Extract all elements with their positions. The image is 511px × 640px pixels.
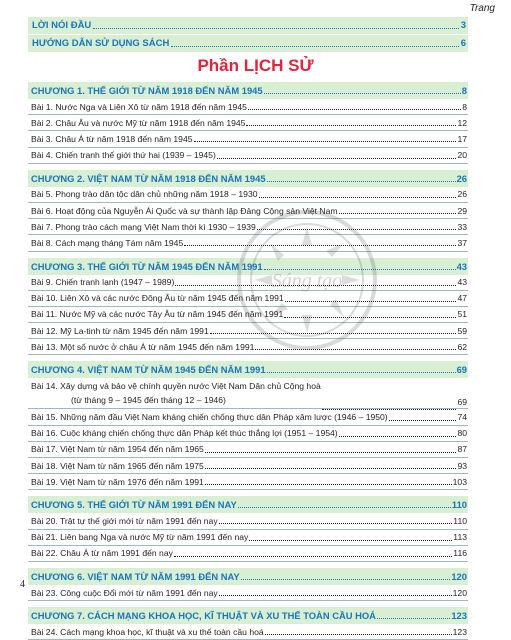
chapter-page: 43 — [456, 260, 467, 272]
lesson-title: Bài 13. Một số nước ở châu Á từ năm 1945 đến năm 1991 — [31, 341, 255, 352]
leader-dots — [210, 333, 457, 334]
lesson-page: 51 — [457, 309, 467, 320]
leader-dots — [339, 436, 457, 437]
leader-dots — [219, 523, 453, 524]
chapter-title: CHƯƠNG 7. CÁCH MẠNG KHOA HỌC, KĨ THUẬT VÀ XU THẾ TOÀN CẦU HOÁ — [31, 610, 376, 622]
toc-chapter[interactable] — [28, 607, 468, 624]
chapter-title: CHƯƠNG 1. THẾ GIỚI TỪ NĂM 1918 ĐẾN NĂM 1945 — [31, 85, 263, 96]
front-matter-page: 3 — [460, 20, 466, 31]
lesson-page: 8 — [462, 101, 467, 112]
chapter-page: 26 — [456, 172, 467, 184]
leader-dots — [174, 556, 452, 557]
toc-chapter[interactable] — [28, 258, 468, 275]
lesson-page: 33 — [457, 221, 467, 232]
lesson-page: 80 — [457, 428, 467, 439]
front-matter-label: LỜI NÓI ĐẦU — [32, 20, 92, 31]
chapter-title: CHƯƠNG 5. THẾ GIỚI TỪ NĂM 1991 ĐẾN NAY — [31, 499, 237, 511]
leader-dots — [285, 301, 457, 302]
lesson-title: Bài 18. Việt Nam từ năm 1965 đến năm 1975 — [31, 460, 204, 471]
leader-dots — [194, 141, 457, 142]
lesson-page: 110 — [453, 515, 467, 526]
toc-chapter[interactable] — [28, 170, 468, 187]
toc-lesson[interactable] — [28, 339, 468, 355]
trang-label: Trang — [469, 3, 495, 14]
toc-lesson[interactable] — [28, 275, 468, 291]
lesson-page: 62 — [457, 341, 467, 352]
leader-dots — [284, 317, 456, 318]
lesson-page: 12 — [457, 117, 467, 128]
leader-dots — [267, 372, 456, 373]
table-of-contents — [28, 82, 468, 640]
leader-dots — [217, 158, 457, 159]
leader-dots — [205, 484, 452, 485]
toc-lesson[interactable] — [28, 442, 468, 458]
leader-dots — [241, 579, 451, 580]
toc-lesson[interactable] — [28, 426, 468, 442]
lesson-title — [28, 379, 321, 407]
chapter-page: 120 — [451, 570, 467, 582]
leader-dots — [93, 28, 458, 29]
toc-lesson[interactable] — [28, 513, 468, 529]
front-matter-page: 6 — [460, 38, 466, 49]
toc-chapter[interactable] — [28, 82, 468, 99]
leader-dots — [205, 452, 457, 453]
toc-lesson[interactable] — [28, 203, 468, 219]
leader-dots — [249, 540, 452, 541]
lesson-title-line2: (từ tháng 9 – 1945 đến tháng 12 – 1946) — [71, 395, 226, 406]
lesson-title: Bài 8. Cách mạng tháng Tám năm 1945 — [31, 237, 184, 248]
lesson-page: 87 — [457, 444, 467, 455]
toc-lesson[interactable] — [28, 187, 468, 203]
toc-lesson[interactable] — [28, 307, 468, 323]
leader-dots — [389, 420, 457, 421]
lesson-title: Bài 19. Việt Nam từ năm 1976 đến năm 1991 — [31, 476, 204, 487]
page-number: 4 — [20, 579, 25, 590]
lesson-title: Bài 9. Chiến tranh lạnh (1947 – 1989) — [31, 277, 175, 288]
chapter-title: CHƯƠNG 4. VIỆT NAM TỪ NĂM 1945 ĐẾN NĂM 1991 — [31, 364, 266, 376]
toc-lesson[interactable] — [28, 131, 468, 147]
front-matter-label: HƯỚNG DẪN SỬ DỤNG SÁCH — [32, 38, 170, 49]
lesson-page: 17 — [457, 133, 467, 144]
lesson-title: Bài 3. Châu Á từ năm 1918 đến năm 1945 — [31, 133, 193, 144]
lesson-page: 29 — [457, 205, 467, 216]
lesson-title: Bài 21. Liên bang Nga và nước Mỹ từ năm 1991 đến nay — [31, 532, 249, 543]
leader-dots — [264, 269, 456, 270]
chapter-title: CHƯƠNG 2. VIỆT NAM TỪ NĂM 1918 ĐẾN NĂM 1945 — [31, 172, 266, 184]
toc-lesson[interactable] — [28, 219, 468, 235]
lesson-title-line1: Bài 14. Xây dựng và bảo vệ chính quyền nước Việt Nam Dân chủ Cộng hoà — [31, 381, 321, 392]
leader-dots — [248, 109, 461, 110]
lesson-page: 93 — [457, 460, 467, 471]
lesson-page: 26 — [457, 189, 467, 200]
lesson-title: Bài 17. Việt Nam từ năm 1954 đến năm 1965 — [31, 444, 204, 455]
chapter-page: 69 — [456, 364, 467, 376]
leader-dots — [267, 181, 456, 182]
lesson-page: 20 — [457, 150, 467, 161]
lesson-title: Bài 22. Châu Á từ năm 1991 đến nay — [31, 548, 173, 559]
lesson-title: Bài 11. Nước Mỹ và các nước Tây Âu từ năm 1945 đến năm 1991 — [31, 309, 284, 320]
leader-dots — [238, 507, 451, 508]
lesson-page: 113 — [453, 532, 467, 543]
front-matter-preface[interactable] — [28, 17, 468, 34]
leader-dots — [205, 468, 457, 469]
toc-lesson[interactable] — [28, 585, 468, 601]
lesson-title: Bài 15. Những năm đầu Việt Nam kháng chiến chống thực dân Pháp xâm lược (1946 – 1950) — [31, 412, 388, 423]
leader-dots — [246, 125, 456, 126]
leader-dots — [259, 197, 457, 198]
toc-lesson[interactable] — [28, 148, 468, 164]
toc-lesson[interactable] — [28, 99, 468, 115]
leader-dots — [184, 245, 456, 246]
leader-dots — [377, 618, 450, 619]
leader-dots — [219, 595, 452, 596]
lesson-page: 59 — [457, 325, 467, 336]
toc-lesson[interactable] — [28, 546, 468, 562]
leader-dots — [339, 213, 457, 214]
lesson-title: Bài 4. Chiến tranh thế giới thứ hai (1939 – 1945) — [31, 150, 216, 161]
lesson-page: 103 — [452, 476, 467, 487]
watermark-text: Sáng tạo — [271, 270, 343, 292]
toc-chapter[interactable] — [28, 361, 468, 378]
lesson-title: Bài 16. Cuộc kháng chiến chống thực dân Pháp kết thúc thắng lợi (1951 – 1954) — [31, 428, 338, 439]
chapter-title: CHƯƠNG 3. THẾ GIỚI TỪ NĂM 1945 ĐẾN NĂM 1991 — [31, 260, 263, 272]
chapter-title: CHƯƠNG 6. VIỆT NAM TỪ NĂM 1991 ĐẾN NAY — [31, 570, 240, 582]
front-matter-guide[interactable] — [28, 35, 468, 52]
lesson-page: 74 — [457, 412, 467, 423]
lesson-page: 120 — [452, 587, 467, 598]
lesson-title: Bài 20. Trật tự thế giới mới từ năm 1991 đến nay — [31, 515, 218, 526]
toc-chapter[interactable] — [28, 568, 468, 585]
leader-dots — [264, 93, 461, 94]
toc-lesson[interactable] — [28, 530, 468, 546]
toc-lesson[interactable] — [28, 458, 468, 474]
chapter-page: 8 — [461, 85, 467, 96]
lesson-title: Bài 10. Liên Xô và các nước Đông Âu từ năm 1945 đến năm 1991 — [31, 293, 284, 304]
lesson-page: 69 — [457, 397, 467, 408]
lesson-page: 116 — [453, 548, 467, 559]
toc-lesson[interactable] — [28, 474, 468, 490]
leader-dots — [171, 46, 458, 47]
lesson-title: Bài 1. Nước Nga và Liên Xô từ năm 1918 đến năm 1945 — [31, 101, 247, 112]
lesson-title: Bài 5. Phong trào dân tộc dân chủ những năm 1918 – 1930 — [31, 189, 258, 200]
part-title: Phần LỊCH SỬ — [197, 56, 314, 75]
lesson-page: 47 — [457, 293, 467, 304]
lesson-page: 37 — [457, 237, 467, 248]
lesson-title: Bài 23. Công cuộc Đổi mới từ năm 1991 đến nay — [31, 587, 218, 598]
toc-lesson[interactable] — [28, 624, 468, 640]
toc-lesson[interactable] — [28, 115, 468, 131]
leader-dots — [265, 634, 452, 635]
toc-lesson[interactable] — [28, 409, 468, 425]
toc-chapter[interactable] — [28, 496, 468, 513]
leader-dots — [175, 285, 456, 286]
toc-lesson[interactable] — [28, 378, 468, 409]
toc-lesson[interactable] — [28, 323, 468, 339]
lesson-title: Bài 24. Cách mạng khoa học, kĩ thuật và xu thế toàn cầu hoá — [31, 626, 264, 637]
lesson-title: Bài 12. Mỹ La-tinh từ năm 1945 đến năm 1991 — [31, 325, 209, 336]
leader-dots — [255, 349, 456, 350]
lesson-page: 123 — [452, 626, 467, 637]
lesson-title: Bài 6. Hoạt động của Nguyễn Ái Quốc và sự thành lập Đảng Cộng sản Việt Nam — [31, 205, 338, 216]
chapter-page: 123 — [451, 610, 467, 622]
lesson-title: Bài 2. Châu Âu và nước Mỹ từ năm 1918 đến năm 1945 — [31, 117, 246, 128]
leader-dots — [257, 229, 457, 230]
toc-lesson[interactable] — [28, 235, 468, 251]
lesson-page: 43 — [457, 277, 467, 288]
lesson-title: Bài 7. Phong trào cách mạng Việt Nam thời kì 1930 – 1939 — [31, 221, 256, 232]
chapter-page: 110 — [451, 499, 467, 511]
toc-lesson[interactable] — [28, 291, 468, 307]
